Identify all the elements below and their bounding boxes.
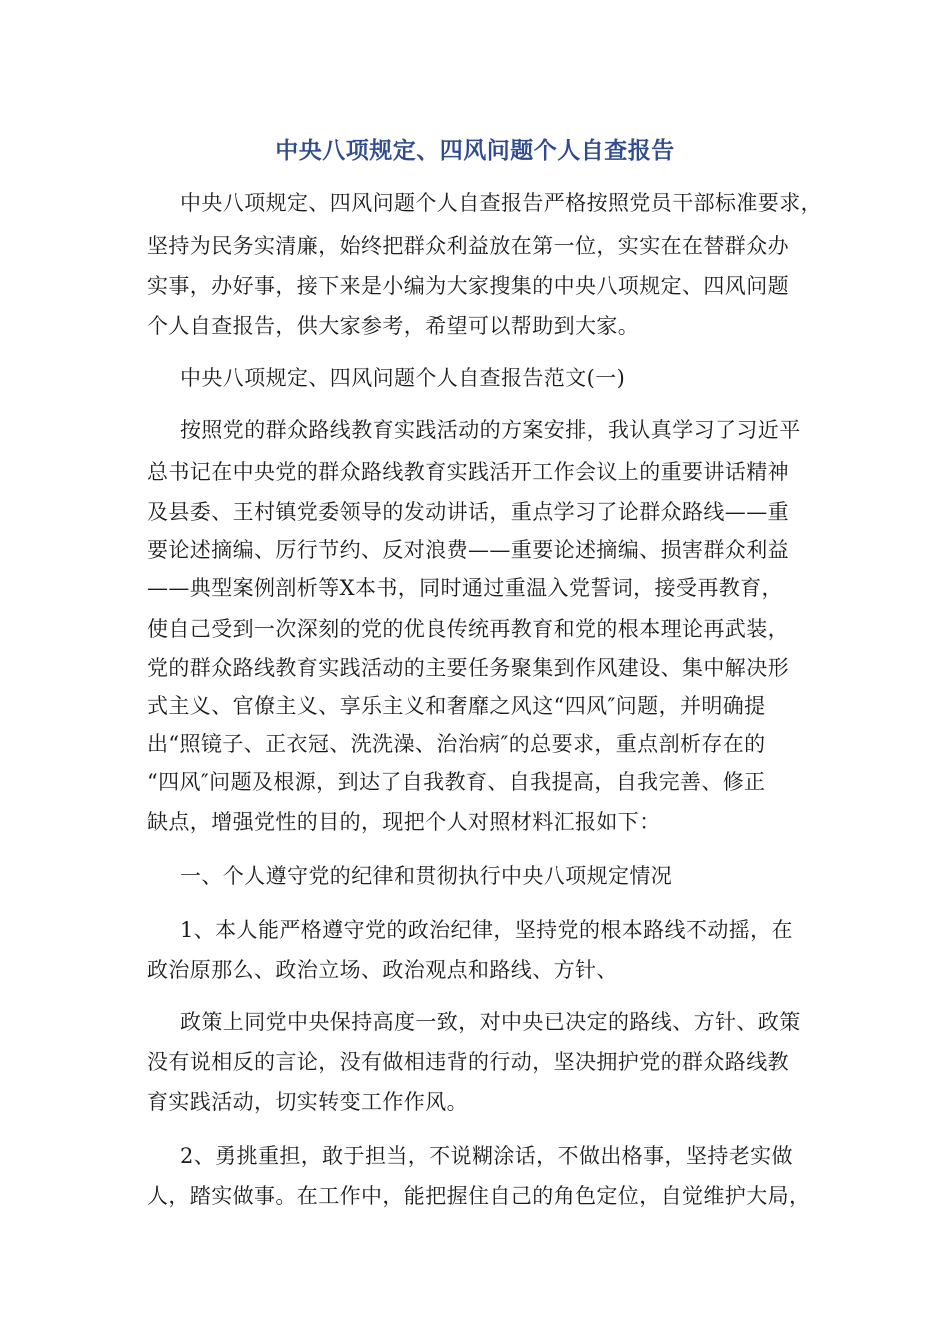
paragraph-line: 总书记在中央党的群众路线教育实践活开工作会议上的重要讲话精神	[147, 460, 789, 484]
paragraph-line: 及县委、王村镇党委领导的发动讲话，重点学习了论群众路线——重	[147, 500, 789, 524]
intro-line: 个人自查报告，供大家参考，希望可以帮助到大家。	[147, 314, 640, 338]
item-line: 1、本人能严格遵守党的政治纪律，坚持党的根本路线不动摇，在	[180, 918, 793, 942]
paragraph-line: “四风″问题及根源，到达了自我教育、自我提高，自我完善、修正	[147, 770, 766, 794]
item-line: 育实践活动，切实转变工作作风。	[147, 1090, 468, 1114]
paragraph-line: 使自己受到一次深刻的党的优良传统再教育和党的根本理论再武装，	[147, 617, 789, 641]
paragraph-line: 出“照镜子、正衣冠、洗洗澡、治治病″的总要求，重点剖析存在的	[147, 732, 766, 756]
item-line: 政策上同党中央保持高度一致，对中央已决定的路线、方针、政策	[180, 1010, 801, 1034]
paragraph-line: 缺点，增强党性的目的，现把个人对照材料汇报如下：	[147, 810, 661, 834]
paragraph-line: ——典型案例剖析等X本书，同时通过重温入党誓词，接受再教育，	[147, 576, 783, 600]
sample-heading: 中央八项规定、四风问题个人自查报告范文(一)	[180, 366, 626, 390]
intro-line: 中央八项规定、四风问题个人自查报告严格按照党员干部标准要求，	[180, 191, 822, 215]
paragraph-line: 党的群众路线教育实践活动的主要任务聚集到作风建设、集中解决形	[147, 656, 789, 680]
item-line: 人，踏实做事。在工作中，能把握住自己的角色定位，自觉维护大局，	[147, 1184, 811, 1208]
document-title: 中央八项规定、四风问题个人自查报告	[275, 138, 675, 164]
intro-line: 坚持为民务实清廉，始终把群众利益放在第一位，实实在在替群众办	[147, 234, 789, 258]
intro-line: 实事，办好事，接下来是小编为大家搜集的中央八项规定、四风问题	[147, 274, 789, 298]
item-line: 2、勇挑重担，敢于担当，不说糊涂话，不做出格事，坚持老实做	[180, 1144, 793, 1168]
paragraph-line: 式主义、官僚主义、享乐主义和奢靡之风这“四风″问题，并明确提	[147, 694, 766, 718]
section-heading: 一、个人遵守党的纪律和贯彻执行中央八项规定情况	[180, 864, 673, 888]
item-line: 政治原那么、政治立场、政治观点和路线、方针、	[147, 958, 618, 982]
paragraph-line: 要论述摘编、厉行节约、反对浪费——重要论述摘编、损害群众利益	[147, 538, 789, 562]
paragraph-line: 按照党的群众路线教育实践活动的方案安排，我认真学习了习近平	[180, 418, 801, 442]
item-line: 没有说相反的言论，没有做相违背的行动，坚决拥护党的群众路线教	[147, 1050, 789, 1074]
